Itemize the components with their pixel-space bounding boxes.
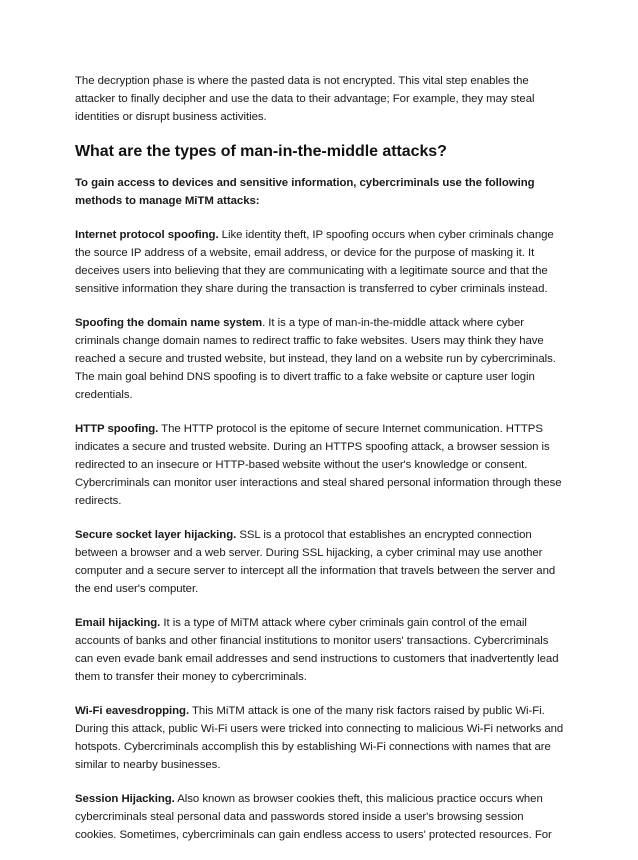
text-dns-spoofing: . It is a type of man-in-the-middle attack where cyber criminals change domain names to redirect traffic to fake websites. Users may think they have reached a secure and trusted website, but instead, they land on a website run by cybercriminals. The main goal behind DNS spoofing is to divert traffic to a fake website or capture user login credentials. [75, 317, 556, 401]
text-ssl-hijacking: SSL is a protocol that establishes an encrypted connection between a browser and a web server. During SSL hijacking, a cyber criminal may use another computer and a secure server to intercept all the information that travels between the server and the end user's computer. [75, 529, 556, 595]
text-wifi-eavesdropping: This MiTM attack is one of the many risk factors raised by public Wi-Fi. During this attack, public Wi-Fi users were tricked into connecting to malicious Wi-Fi networks and hotspots. Cybercriminals accomplish this by establishing Wi-Fi connections with names that are similar to nearby businesses. [75, 705, 564, 771]
term-session-hijacking: Session Hijacking. [75, 793, 175, 805]
text-session-hijacking: Also known as browser cookies theft, this malicious practice occurs when cybercriminals steal personal data and passwords stored inside a user's browsing session cookies. Sometimes, cybercriminals can gain endless access to users' protected resources. For [75, 793, 552, 841]
paragraph-session-hijacking [75, 790, 567, 844]
term-email-hijacking: Email hijacking. [75, 617, 161, 629]
term-ssl-hijacking: Secure socket layer hijacking. [75, 529, 237, 541]
paragraph-email-hijacking [75, 614, 567, 686]
term-ip-spoofing: Internet protocol spoofing. [75, 229, 219, 241]
term-wifi-eavesdropping: Wi-Fi eavesdropping. [75, 705, 190, 717]
term-dns-spoofing: Spoofing the domain name system [75, 317, 263, 329]
paragraph-dns-spoofing [75, 314, 567, 404]
text-ip-spoofing: Like identity theft, IP spoofing occurs when cyber criminals change the source IP address of a website, email address, or device for the purpose of masking it. It deceives users into believing that they are communicating with a legitimate source and that the sensitive information they share during the transaction is transferred to cyber criminals instead. [75, 229, 554, 295]
opening-paragraph: The decryption phase is where the pasted data is not encrypted. This vital step enables the attacker to finally decipher and use the data to their advantage; For example, they may steal identities or disrupt business activities. [75, 75, 535, 123]
text-email-hijacking: It is a type of MiTM attack where cyber criminals gain control of the email accounts of banks and other financial institutions to monitor users' transactions. Cybercriminals can even evade bank email addresses and send instructions to customers that inadvertently lead them to transfer their money to cybercriminals. [75, 617, 559, 683]
paragraph-ip-spoofing [75, 226, 567, 298]
document-page [75, 72, 567, 860]
paragraph-ssl-hijacking [75, 526, 567, 598]
paragraph-wifi-eavesdropping [75, 702, 567, 774]
paragraph-http-spoofing [75, 420, 567, 510]
section-heading: What are the types of man-in-the-middle attacks? [75, 143, 447, 160]
text-http-spoofing: The HTTP protocol is the epitome of secure Internet communication. HTTPS indicates a secure and trusted website. During an HTTPS spoofing attack, a browser session is redirected to an insecure or HTTP-based website without the user's knowledge or consent. Cybercriminals can monitor user interactions and steal shared personal information through these redirects. [75, 423, 562, 507]
term-http-spoofing: HTTP spoofing. [75, 423, 159, 435]
intro-paragraph: To gain access to devices and sensitive information, cybercriminals use the following methods to manage MiTM attacks: [75, 177, 535, 207]
